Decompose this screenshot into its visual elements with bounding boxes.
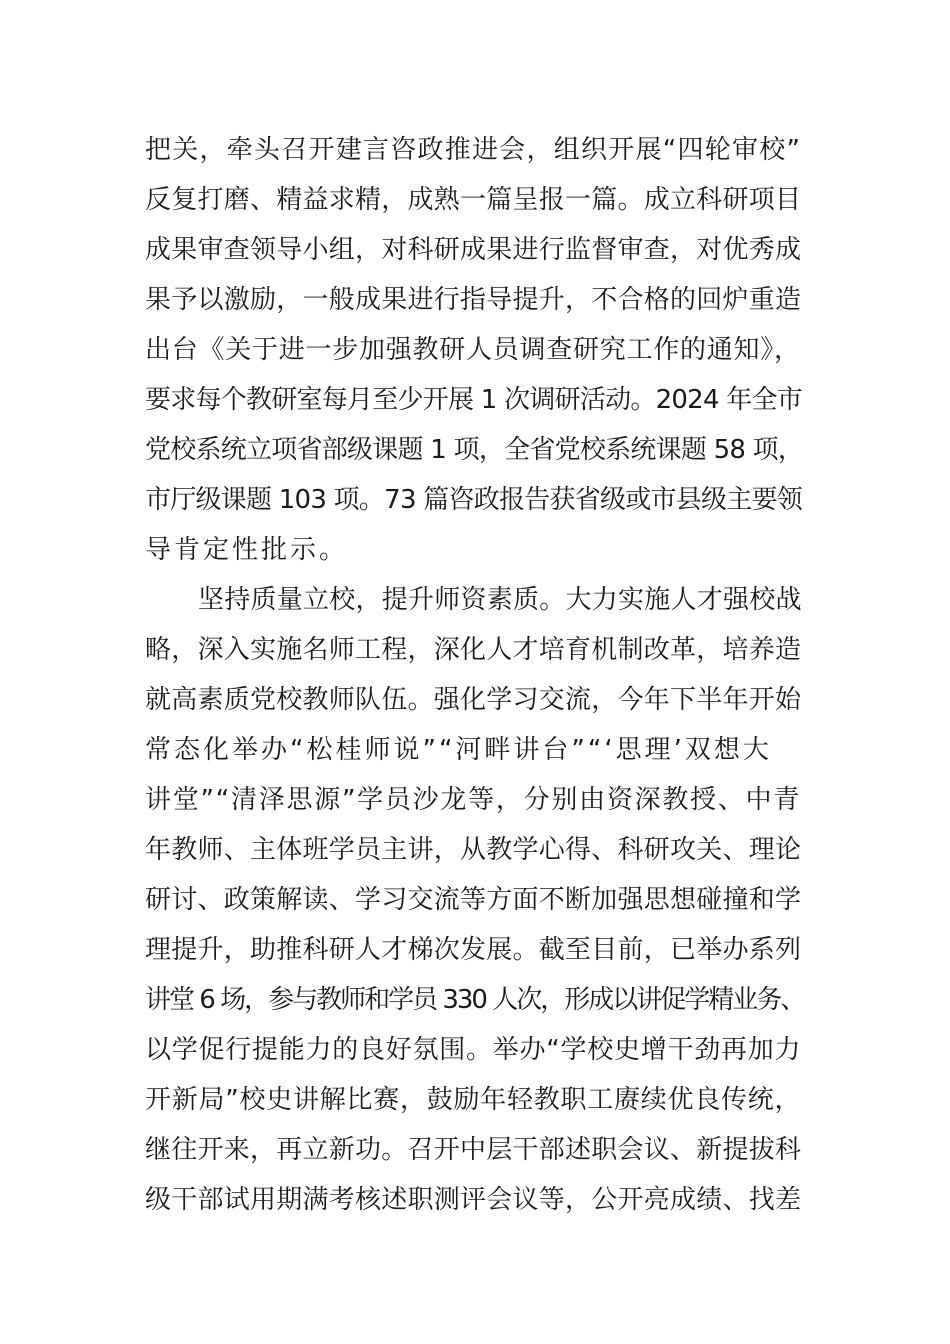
paragraph-first-line: 坚持质量立校，提升师资素质。大力实施人才强校战 bbox=[198, 585, 802, 615]
text-line: 市厅级课题 103 项。73 篇咨政报告获省级或市县级主要领 bbox=[145, 485, 803, 515]
text-line: 理提升，助推科研人才梯次发展。截至目前，已举办系列 bbox=[145, 935, 802, 965]
text-line: 反复打磨、精益求精，成熟一篇呈报一篇。成立科研项目 bbox=[145, 185, 802, 215]
text-line: 党校系统立项省部级课题 1 项，全省党校系统课题 58 项， bbox=[145, 435, 804, 465]
text-line: 把关，牵头召开建言咨政推进会，组织开展“四轮审校” bbox=[145, 135, 802, 165]
text-line: 导肯定性批示。 bbox=[145, 535, 349, 565]
text-line: 要求每个教研室每月至少开展 1 次调研活动。2024 年全市 bbox=[145, 385, 803, 415]
text-line: 成果审查领导小组，对科研成果进行监督审查，对优秀成 bbox=[145, 235, 802, 265]
text-line: 研讨、政策解读、学习交流等方面不断加强思想碰撞和学 bbox=[145, 885, 802, 915]
text-line: 出台《关于进一步加强教研人员调查研究工作的通知》， bbox=[145, 335, 801, 365]
text-line: 果予以激励，一般成果进行指导提升，不合格的回炉重造 bbox=[145, 285, 802, 315]
text-line: 以学促行提能力的良好氛围。举办“学校史增干劲再加力 bbox=[145, 1035, 802, 1065]
text-line: 开新局”校史讲解比赛，鼓励年轻教职工赓续优良传统， bbox=[145, 1085, 802, 1115]
text-line: 略，深入实施名师工程，深化人才培育机制改革，培养造 bbox=[145, 635, 802, 665]
text-line: 年教师、主体班学员主讲，从教学心得、科研攻关、理论 bbox=[145, 835, 802, 865]
text-line: 就高素质党校教师队伍。强化学习交流，今年下半年开始 bbox=[145, 685, 802, 715]
text-line: 级干部试用期满考核述职测评会议等，公开亮成绩、找差 bbox=[145, 1185, 802, 1215]
text-line: 讲堂 6 场，参与教师和学员 330 人次，形成以讲促学精业务、 bbox=[145, 985, 805, 1015]
text-line: 继往开来，再立新功。召开中层干部述职会议、新提拔科 bbox=[145, 1135, 802, 1165]
text-line: 讲堂”“清泽思源”学员沙龙等，分别由资深教授、中青 bbox=[145, 785, 802, 815]
text-line: 常态化举办“松桂师说”“河畔讲台”“‘思理’双想大 bbox=[145, 735, 772, 765]
